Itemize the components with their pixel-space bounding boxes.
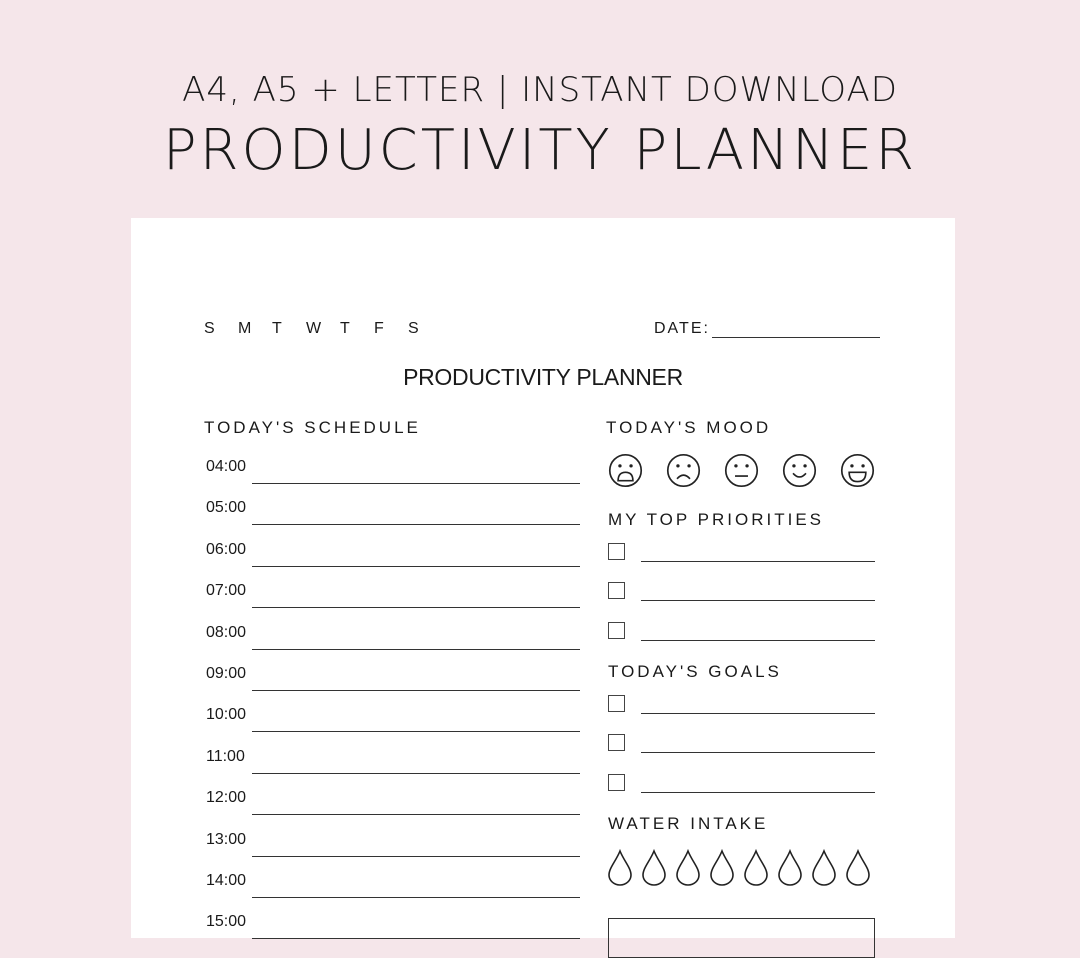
weekday-friday[interactable]: F bbox=[374, 320, 384, 337]
schedule-input-line[interactable] bbox=[252, 566, 580, 567]
sad-face-icon[interactable] bbox=[665, 452, 702, 489]
happy-face-icon[interactable] bbox=[839, 452, 876, 489]
very-sad-face-icon[interactable] bbox=[607, 452, 644, 489]
schedule-time: 07:00 bbox=[206, 582, 247, 600]
schedule-input-line[interactable] bbox=[252, 773, 580, 774]
schedule-time: 04:00 bbox=[206, 458, 247, 475]
checkbox[interactable] bbox=[608, 695, 625, 712]
schedule-input-line[interactable] bbox=[252, 938, 580, 939]
schedule-time: 05:00 bbox=[206, 499, 247, 517]
checkbox[interactable] bbox=[608, 734, 625, 751]
weekday-saturday[interactable]: S bbox=[408, 320, 419, 337]
schedule-input-line[interactable] bbox=[252, 897, 580, 898]
schedule-row bbox=[206, 495, 580, 525]
schedule-heading: TODAY'S SCHEDULE bbox=[204, 418, 421, 437]
banner-title: PRODUCTIVITY PLANNER bbox=[162, 118, 918, 183]
schedule-input-line[interactable] bbox=[252, 690, 580, 691]
schedule-input-line[interactable] bbox=[252, 524, 580, 525]
neutral-face-icon[interactable] bbox=[723, 452, 760, 489]
schedule-input-line[interactable] bbox=[252, 483, 580, 484]
water-drop-icon[interactable] bbox=[777, 849, 803, 886]
checkbox[interactable] bbox=[608, 774, 625, 791]
schedule-time: 13:00 bbox=[206, 830, 247, 848]
water-drop-icon[interactable] bbox=[641, 849, 667, 886]
weekday-monday[interactable]: M bbox=[238, 320, 252, 337]
weekday-row bbox=[204, 320, 442, 338]
priorities-heading: MY TOP PRIORITIES bbox=[608, 510, 825, 529]
goal-row bbox=[608, 731, 875, 753]
weekday-thursday[interactable]: T bbox=[340, 320, 350, 337]
date-input-line[interactable] bbox=[712, 321, 880, 338]
schedule-row bbox=[206, 620, 580, 650]
schedule-row bbox=[206, 702, 580, 732]
schedule-input-line[interactable] bbox=[252, 649, 580, 650]
priority-row bbox=[608, 540, 875, 562]
schedule-time: 11:00 bbox=[206, 747, 245, 765]
priority-input-line[interactable] bbox=[641, 600, 875, 601]
priority-input-line[interactable] bbox=[641, 561, 875, 562]
schedule-input-line[interactable] bbox=[252, 856, 580, 857]
water-drop-icon[interactable] bbox=[743, 849, 769, 886]
schedule-input-line[interactable] bbox=[252, 731, 580, 732]
goal-input-line[interactable] bbox=[641, 792, 875, 793]
water-drop-icon[interactable] bbox=[709, 849, 735, 886]
water-drop-icon[interactable] bbox=[845, 849, 871, 886]
priority-row bbox=[608, 619, 875, 641]
goals-heading: TODAY'S GOALS bbox=[608, 662, 782, 681]
notes-box[interactable] bbox=[608, 918, 875, 958]
goal-input-line[interactable] bbox=[641, 713, 875, 714]
weekday-wednesday[interactable]: W bbox=[306, 320, 322, 337]
schedule-time: 10:00 bbox=[206, 706, 247, 724]
schedule-row bbox=[206, 537, 580, 567]
schedule-input-line[interactable] bbox=[252, 814, 580, 815]
water-drops-row bbox=[607, 849, 871, 886]
schedule-time: 09:00 bbox=[206, 665, 247, 682]
schedule-time: 06:00 bbox=[206, 540, 247, 558]
checkbox[interactable] bbox=[608, 582, 625, 599]
schedule-row bbox=[206, 661, 580, 691]
smile-face-icon[interactable] bbox=[781, 452, 818, 489]
schedule-input-line[interactable] bbox=[252, 607, 580, 608]
priority-input-line[interactable] bbox=[641, 640, 875, 641]
schedule-row bbox=[206, 868, 580, 898]
schedule-time: 15:00 bbox=[206, 913, 247, 931]
schedule-row bbox=[206, 785, 580, 815]
priority-row bbox=[608, 579, 875, 601]
weekday-tuesday[interactable]: T bbox=[272, 320, 282, 337]
checkbox[interactable] bbox=[608, 622, 625, 639]
water-drop-icon[interactable] bbox=[607, 849, 633, 886]
checkbox[interactable] bbox=[608, 543, 625, 560]
water-heading: WATER INTAKE bbox=[608, 814, 769, 833]
banner-subtitle: A4, A5 + LETTER | INSTANT DOWNLOAD bbox=[182, 70, 898, 110]
schedule-row bbox=[206, 827, 580, 857]
planner-sheet bbox=[131, 218, 955, 938]
weekday-sunday[interactable]: S bbox=[204, 320, 215, 337]
schedule-time: 12:00 bbox=[206, 789, 247, 807]
schedule-row bbox=[206, 578, 580, 608]
schedule-time: 08:00 bbox=[206, 623, 247, 641]
goal-row bbox=[608, 771, 875, 793]
sheet-title: PRODUCTIVITY PLANNER bbox=[403, 364, 683, 390]
schedule-time: 14:00 bbox=[206, 872, 247, 889]
goal-row bbox=[608, 692, 875, 714]
mood-heading: TODAY'S MOOD bbox=[606, 418, 772, 437]
date-field bbox=[654, 320, 880, 338]
date-label: DATE: bbox=[654, 320, 710, 337]
water-drop-icon[interactable] bbox=[811, 849, 837, 886]
mood-row bbox=[607, 452, 876, 489]
schedule-row bbox=[206, 454, 580, 484]
schedule-row bbox=[206, 909, 580, 939]
water-drop-icon[interactable] bbox=[675, 849, 701, 886]
goal-input-line[interactable] bbox=[641, 752, 875, 753]
schedule-row bbox=[206, 744, 580, 774]
